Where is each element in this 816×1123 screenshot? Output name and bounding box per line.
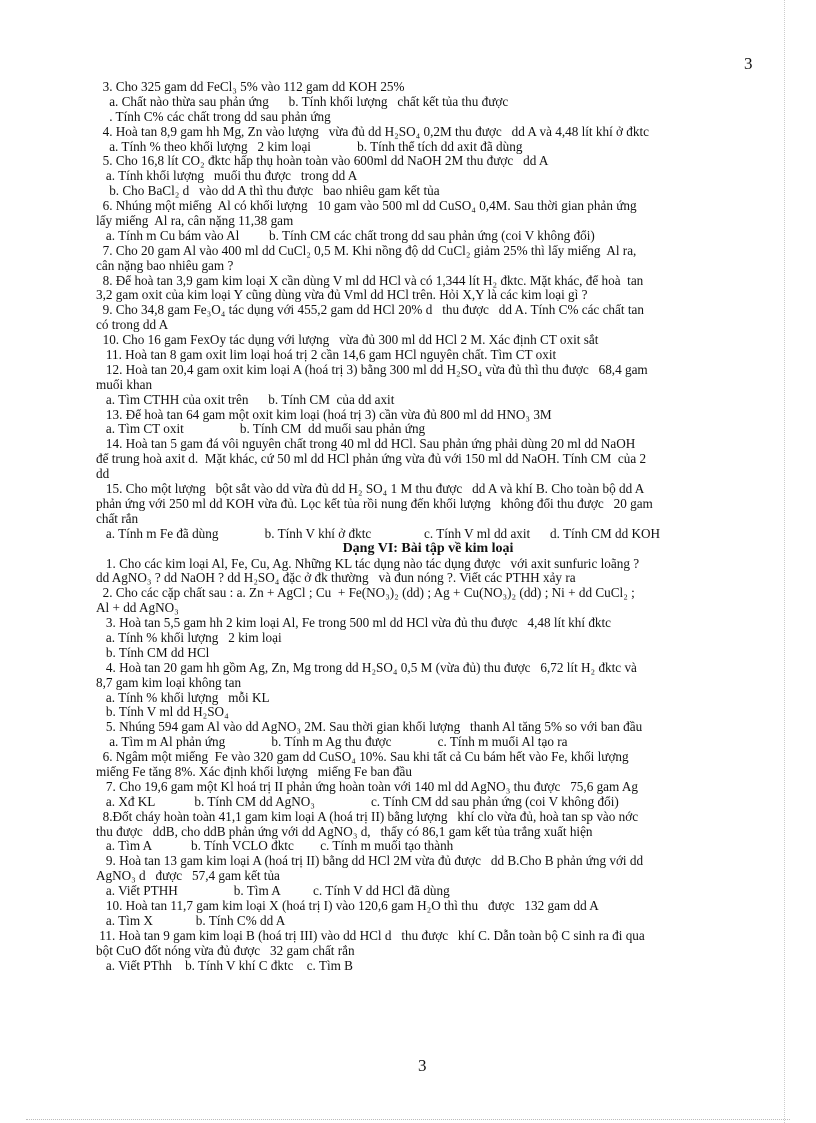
- bottom-dotted-border: [26, 1119, 790, 1120]
- text-line: b. Cho BaCl₂ d vào dd A thì thu được bao nhiêu gam kết tủa: [96, 183, 440, 199]
- text-line: phản ứng với 250 ml dd KOH vừa đủ. Lọc kết tủa rồi nung đến khối lượng không đổi thu được 20 gam: [96, 495, 653, 511]
- text-line: 3. Cho 325 gam dd FeCl₃ 5% vào 112 gam dd KOH 25%: [96, 79, 405, 94]
- text-line: 9. Hoà tan 13 gam kim loại A (hoá trị II) bằng dd HCl 2M vừa đủ được dd B.Cho B phản ứng với dd: [96, 853, 644, 869]
- text-line: chất rắn: [96, 510, 139, 526]
- text-line: 12. Hoà tan 20,4 gam oxit kim loại A (hoá trị 3) bằng 300 ml dd H₂SO₄ vừa đủ thì thu được 68,4 gam: [96, 361, 648, 377]
- text-line: . Tính C% các chất trong dd sau phản ứng: [96, 108, 331, 124]
- page-number-bottom: 3: [418, 1056, 427, 1075]
- text-line: a. Tìm A b. Tính VCLO đktc c. Tính m muối tạo thành: [96, 838, 454, 854]
- text-line: để trung hoà axit d. Mặt khác, cứ 50 ml dd HCl phản ứng vừa đủ với 150 ml dd NaOH. Tính CM của 2: [96, 451, 647, 467]
- text-line: 8. Để hoà tan 3,9 gam kim loại X cần dùng V ml dd HCl và có 1,344 lít H₂ đktc. Mặt khác, để hoà tan: [96, 272, 644, 288]
- text-line: 4. Hoà tan 8,9 gam hh Mg, Zn vào lượng vừa đủ dd H₂SO₄ 0,2M thu được dd A và 4,48 lít khí ở đktc: [96, 123, 650, 139]
- text-line: a. Tìm X b. Tính C% dd A: [96, 912, 286, 928]
- text-line: a. Tìm CT oxit b. Tính CM dd muối sau phản ứng: [96, 421, 426, 437]
- text-line: a. Chất nào thừa sau phản ứng b. Tính khối lượng chất kết tủa thu được: [96, 93, 509, 109]
- text-line: 9. Cho 34,8 gam Fe₃O₄ tác dụng với 455,2 gam dd HCl 20% d thu được dd A. Tính C% các chất tan: [96, 302, 644, 318]
- text-line: a. Viết PTHH b. Tìm A c. Tính V dd HCl đã dùng: [96, 883, 450, 899]
- text-line: 7. Cho 20 gam Al vào 400 ml dd CuCl₂ 0,5 M. Khi nồng độ dd CuCl₂ giảm 25% thì lấy miếng Al ra,: [96, 242, 637, 258]
- text-line: thu được ddB, cho ddB phản ứng với dd AgNO₃ d, thấy có 86,1 gam kết tủa trắng xuất hiện: [96, 823, 593, 839]
- text-line: b. Tính V ml dd H₂SO₄: [96, 704, 229, 720]
- text-line: 2. Cho các cặp chất sau : a. Zn + AgCl ; Cu + Fe(NO₃)₂ (dd) ; Ag + Cu(NO₃)₂ (dd) ; Ni + dd CuCl₂ ;: [96, 585, 635, 601]
- text-line: 8,7 gam kim loại không tan: [96, 674, 242, 690]
- text-line: a. Tính % khối lượng 2 kim loại: [96, 629, 282, 645]
- page-number-top: 3: [744, 54, 753, 73]
- text-line: 5. Cho 16,8 lít CO₂ đktc hấp thụ hoàn toàn vào 600ml dd NaOH 2M thu được dd A: [96, 153, 549, 169]
- text-line: có trong dd A: [96, 317, 169, 333]
- section-heading: Dạng VI: Bài tập về kim loại: [342, 540, 514, 556]
- text-line: 10. Hoà tan 11,7 gam kim loại X (hoá trị I) vào 120,6 gam H₂O thì thu được 132 gam dd A: [96, 897, 599, 913]
- text-line: AgNO₃ d được 57,4 gam kết tủa: [96, 868, 280, 884]
- text-line: 5. Nhúng 594 gam Al vào dd AgNO₃ 2M. Sau thời gian khối lượng thanh Al tăng 5% so với ban đầu: [96, 719, 643, 735]
- text-line: Al + dd AgNO₃: [96, 600, 179, 616]
- text-line: a. Tính % theo khối lượng 2 kim loại b. Tính thể tích dd axit đã dùng: [96, 138, 523, 154]
- text-line: a. Tìm CTHH của oxit trên b. Tính CM của dd axit: [96, 391, 395, 407]
- text-line: a. Tính m Cu bám vào Al b. Tính CM các chất trong dd sau phản ứng (coi V không đổi): [96, 227, 595, 243]
- text-line: muối khan: [96, 376, 153, 392]
- text-line: a. Viết PThh b. Tính V khí C đktc c. Tìm B: [96, 957, 353, 973]
- text-line: a. Xđ KL b. Tính CM dd AgNO₃ c. Tính CM dd sau phản ứng (coi V không đổi): [96, 793, 619, 809]
- text-line: 15. Cho một lượng bột sắt vào dd vừa đủ dd H₂ SO₄ 1 M thu được dd A và khí B. Cho toàn bộ dd A: [96, 481, 645, 497]
- text-line: bột CuO đốt nóng vừa đủ được 32 gam chất rắn: [96, 942, 355, 958]
- text-line: 1. Cho các kim loại Al, Fe, Cu, Ag. Những KL tác dụng nào tác dụng được với axit sunfuric loãng ?: [96, 555, 640, 571]
- text-line: dd AgNO₃ ? dd NaOH ? dd H₂SO₄ đặc ở đk thường và đun nóng ?. Viết các PTHH xảy ra: [96, 570, 576, 586]
- text-line: 7. Cho 19,6 gam một Kl hoá trị II phản ứng hoàn toàn với 140 ml dd AgNO₃ thu được 75,6 gam Ag: [96, 778, 638, 794]
- text-line: 11. Hoà tan 9 gam kim loại B (hoá trị III) vào dd HCl d thu được khí C. Dẫn toàn bộ C sinh ra đi qua: [96, 927, 645, 943]
- text-line: cân nặng bao nhiêu gam ?: [96, 257, 234, 273]
- text-line: 3. Hoà tan 5,5 gam hh 2 kim loại Al, Fe trong 500 ml dd HCl vừa đủ thu được 4,48 lít khí đktc: [96, 615, 612, 631]
- text-line: b. Tính CM dd HCl: [96, 644, 210, 660]
- text-line: 10. Cho 16 gam FexOy tác dụng với lượng vừa đủ 300 ml dd HCl 2 M. Xác định CT oxit sắt: [96, 332, 599, 348]
- text-line: 8.Đốt cháy hoàn toàn 41,1 gam kim loại A (hoá trị II) bằng lượng khí clo vừa đủ, hoà tan sp vào nớc: [96, 808, 639, 824]
- document-body: [96, 80, 760, 973]
- text-line: dd: [96, 466, 110, 482]
- text-line: a. Tìm m Al phản ứng b. Tính m Ag thu được c. Tính m muối Al tạo ra: [96, 734, 568, 750]
- text-line: 4. Hoà tan 20 gam hh gồm Ag, Zn, Mg trong dd H₂SO₄ 0,5 M (vừa đủ) thu được 6,72 lít H₂ đktc và: [96, 659, 637, 675]
- text-line: 11. Hoà tan 8 gam oxit lim loại hoá trị 2 cần 14,6 gam HCl nguyên chất. Tìm CT oxit: [96, 347, 557, 363]
- text-line: a. Tính khối lượng muối thu được trong dd A: [96, 168, 358, 184]
- text-line: miếng Fe tăng 8%. Xác định khối lượng miếng Fe ban đầu: [96, 763, 412, 779]
- text-line: a. Tính m Fe đã dùng b. Tính V khí ở đktc c. Tính V ml dd axit d. Tính CM dd KOH: [96, 525, 661, 541]
- text-line: 14. Hoà tan 5 gam đá vôi nguyên chất trong 40 ml dd HCl. Sau phản ứng phải dùng 20 ml dd NaOH: [96, 436, 636, 452]
- text-line: 3,2 gam oxit của kim loại Y cũng dùng vừa đủ Vml dd HCl trên. Hỏi X,Y là các kim loại gì ?: [96, 287, 588, 303]
- text-line: a. Tính % khối lượng mỗi KL: [96, 689, 270, 705]
- text-line: lấy miếng Al ra, cân nặng 11,38 gam: [96, 213, 294, 229]
- text-line: 13. Để hoà tan 64 gam một oxit kim loại (hoá trị 3) cần vừa đủ 800 ml dd HNO₃ 3M: [96, 406, 552, 422]
- right-dotted-border: [784, 0, 785, 1123]
- text-line: 6. Nhúng một miếng Al có khối lượng 10 gam vào 500 ml dd CuSO₄ 0,4M. Sau thời gian phản ứng: [96, 198, 637, 214]
- text-line: 6. Ngâm một miếng Fe vào 320 gam dd CuSO₄ 10%. Sau khi tất cả Cu bám hết vào Fe, khối lượng: [96, 749, 629, 765]
